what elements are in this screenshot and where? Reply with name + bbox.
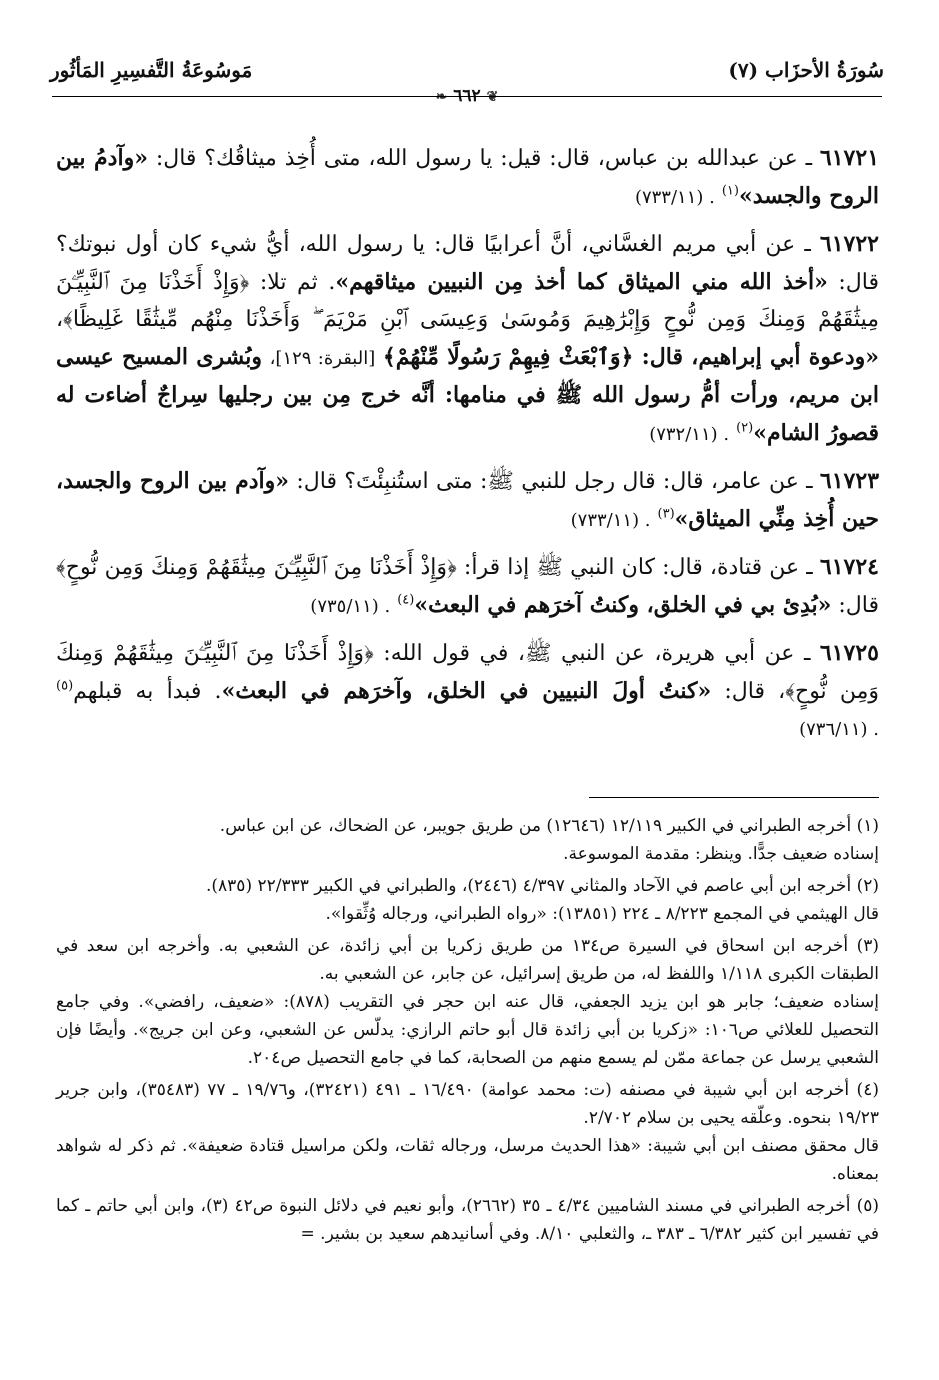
- book-title: مَوسُوعَةُ التَّفسِيرِ المَأثُور: [50, 58, 253, 82]
- volume-reference: . (٧٣٦/١١): [799, 719, 879, 740]
- hadith-text: ـ عن عبدالله بن عباس، قال: قيل: يا رسول الله، متى أُخِذ ميثاقُك؟ قال:: [155, 146, 813, 171]
- footnote: [56, 872, 879, 928]
- hadith-entry: [56, 140, 879, 216]
- volume-reference: . (٧٣٢/١١): [649, 423, 730, 445]
- hadith-list: [56, 140, 879, 759]
- footnote: [56, 1076, 879, 1188]
- hadith-entry: [56, 549, 879, 625]
- footnote-line: (٥) أخرجه الطبراني في مسند الشاميين ٤/٣٤ ـ ٣٥ (٢٦٦٢)، وأبو نعيم في دلائل النبوة ص٤٢ (٣)، وابن أبي حاتم ـ كما في تفسير ابن كثير ٦/٣٨٢ ـ ٣٨٣ ـ، والثعلبي ٨/١٠. وفي أسانيدهم سعيد بن بشير. =: [56, 1196, 880, 1244]
- footnote: [56, 932, 879, 1072]
- ornament-icon: ❦: [486, 89, 499, 105]
- hadith-text: . ثم تلا: ﴿وَإِذْ أَخَذْنَا مِنَ ٱلنَّبِيِّـۧنَ مِيثَٰقَهُمْ وَمِنكَ وَمِن نُّوحٍ وَإِبْرَٰهِيمَ وَمُوسَىٰ وَعِيسَى ٱبْنِ مَرْيَمَ ۖ وَأَخَذْنَا مِنْهُم مِّيثَٰقًا غَلِيظًا﴾،: [56, 269, 879, 332]
- footnote-line: قال الهيثمي في المجمع ٨/٢٢٣ ـ ٢٢٤ (١٣٨٥١): «رواه الطبراني، ورجاله وُثِّقوا».: [325, 904, 879, 924]
- hadith-text: ـ عن أبي مريم الغسَّاني، أنَّ أعرابيًا قال: يا رسول الله، أيُّ شيء كان أول نبوتك؟ قال:: [56, 232, 879, 295]
- hadith-number: ٦١٧٢٤: [819, 554, 879, 580]
- footnote-line: (٢) أخرجه ابن أبي عاصم في الآحاد والمثاني ٤/٣٩٧ (٢٤٤٦)، والطبراني في الكبير ٢٢/٣٣٣ (٨٣٥).: [206, 876, 879, 896]
- page-number: ٦٦٢: [453, 86, 481, 106]
- footnote-line: قال محقق مصنف ابن أبي شيبة: «هذا الحديث مرسل، ورجاله ثقات، ولكن مراسيل قتادة ضعيفة». ثم ذكر له شواهد بمعناه.: [56, 1136, 879, 1184]
- hadith-number: ٦١٧٢٢: [819, 231, 879, 257]
- hadith-entry: [56, 635, 879, 749]
- header-rule: [52, 96, 882, 97]
- hadith-quote: وبُشرى المسيح عيسى ابن مريم، ورأت أمُّ رسول الله ﷺ في منامها: أنَّه خرج مِن بين رجليها سِراجٌ أضاءت له قصورُ الشام»: [56, 343, 879, 446]
- hadith-number: ٦١٧٢١: [819, 145, 880, 171]
- hadith-quote: «وآدم بين الروح والجسد، حين أُخِذ مِنِّي الميثاق»: [56, 468, 879, 532]
- footnote-marker: (٥): [56, 678, 74, 694]
- hadith-number: ٦١٧٢٣: [819, 468, 880, 494]
- hadith-text: ـ عن أبي هريرة، عن النبي ﷺ، في قول الله: ﴿وَإِذْ أَخَذْنَا مِنَ ٱلنَّبِيِّـۧنَ مِيثَٰقَهُمْ وَمِنكَ وَمِن نُّوحٍ﴾، قال:: [56, 641, 879, 704]
- hadith-quote: «ودعوة أبي إبراهيم، قال: ﴿وَٱبْعَثْ فِيهِمْ رَسُولًا مِّنْهُمْ﴾: [382, 343, 879, 370]
- surah-citation: [البقرة: ١٢٩]،: [269, 347, 376, 369]
- footnote-line: إسناده ضعيف؛ جابر هو ابن يزيد الجعفي، قال عنه ابن حجر في التقريب (٨٧٨): «ضعيف، رافضي». وفي جامع التحصيل للعلائي ص١٠٦: «زكريا بن أبي زائدة قال أبو حاتم الرازي: يدلّس عن الشعبي، وعن ابن جريج». وأيضًا فإن الشعبي يرسل عن جماعة ممّن لم يسمع منهم من الصحابة، كما في جامع التحصيل ص٢٠٤.: [56, 992, 879, 1068]
- footnotes: [56, 812, 879, 1252]
- volume-reference: . (٧٣٣/١١): [634, 186, 715, 208]
- hadith-number: ٦١٧٢٥: [819, 640, 879, 666]
- footnote-marker: (٤): [397, 592, 415, 608]
- hadith-text: ـ عن قتادة، قال: كان النبي ﷺ إذا قرأ: ﴿وَإِذْ أَخَذْنَا مِنَ ٱلنَّبِيِّـۧنَ مِيثَٰقَهُمْ وَمِنكَ وَمِن نُّوحٍ﴾ قال:: [56, 555, 879, 618]
- surah-title: سُورَةُ الأحزَاب (٧): [728, 58, 884, 82]
- footnote: [56, 1192, 879, 1248]
- footnote-marker: (٣): [657, 506, 675, 522]
- hadith-entry: [56, 463, 879, 539]
- footnote-separator: [589, 797, 879, 798]
- footnote-line: (٤) أخرجه ابن أبي شيبة في مصنفه (ت: محمد عوامة) ١٦/٤٩٠ ـ ٤٩١ (٣٢٤٢١)، و١٩/٧٦ ـ ٧٧ (٣٥٤٨٣)، وابن جرير ١٩/٢٣ بنحوه. وعلّقه يحيى بن سلام ٢/٧٠٢.: [56, 1080, 879, 1128]
- hadith-quote: «وآدمُ بين الروح والجسد»: [56, 145, 879, 209]
- hadith-quote: «أخذ الله مني الميثاق كما أخذ مِن النبيين ميثاقهم»: [335, 268, 828, 295]
- running-header: [50, 58, 884, 104]
- hadith-quote: «بُدِئ بي في الخلق، وكنتُ آخرَهم في البعث»: [414, 591, 832, 618]
- hadith-entry: [56, 226, 879, 453]
- volume-reference: . (٧٣٣/١١): [570, 509, 651, 531]
- hadith-text: ـ عن عامر، قال: قال رجل للنبي ﷺ: متى استُنبِئْتَ؟ قال:: [296, 469, 813, 494]
- footnote-marker: (٢): [736, 420, 754, 436]
- ornament-icon: ❧: [435, 89, 448, 105]
- footnote: [56, 812, 879, 868]
- hadith-quote: «كنتُ أولَ النبيين في الخلق، وآخرَهم في البعث»: [221, 677, 712, 704]
- footnote-line: (٣) أخرجه ابن اسحاق في السيرة ص١٣٤ من طريق زكريا بن أبي زائدة، عن الشعبي به. وأخرجه ابن سعد في الطبقات الكبرى ١/١١٨ واللفظ له، من طريق إسرائيل، عن جابر، عن الشعبي به.: [56, 936, 879, 984]
- hadith-text: . فبدأ به قبلهم: [73, 678, 222, 704]
- footnote-marker: (١): [721, 183, 739, 199]
- footnote-line: إسناده ضعيف جدًّا. وينظر: مقدمة الموسوعة.: [563, 844, 879, 864]
- volume-reference: . (٧٣٥/١١): [310, 595, 391, 617]
- footnote-line: (١) أخرجه الطبراني في الكبير ١٢/١١٩ (١٢٦٤٦) من طريق جويبر، عن الضحاك، عن ابن عباس.: [219, 816, 879, 836]
